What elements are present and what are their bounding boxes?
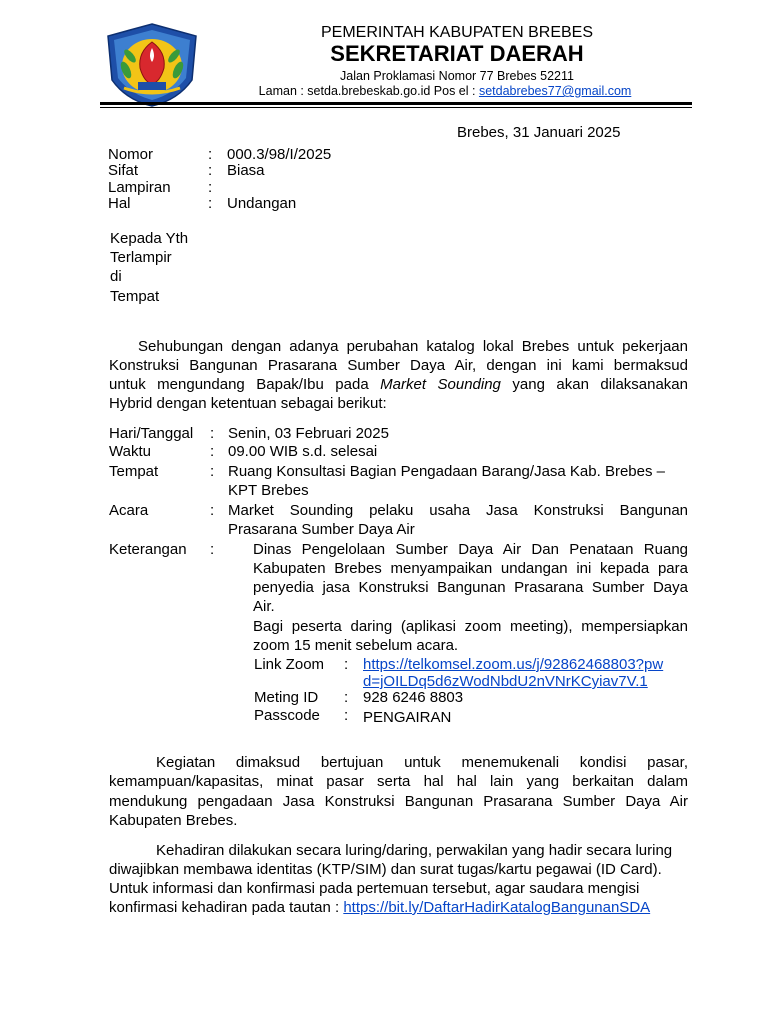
zoom-meeting-id: 928 6246 8803 — [363, 689, 464, 706]
detail-acara-label: Acara — [109, 502, 149, 519]
detail-waktu-label: Waktu — [109, 443, 151, 460]
addressee-line: Tempat — [110, 288, 160, 305]
para2-line: Kabupaten Brebes. — [109, 812, 238, 829]
detail-tempat-line-1: Ruang Konsultasi Bagian Pengadaan Barang/Jasa Kab. Brebes – — [228, 463, 665, 480]
keterangan-line-wrap — [253, 578, 688, 597]
meta-hal-label: Hal — [108, 195, 131, 212]
zoom-sep: : — [344, 656, 349, 673]
keterangan-line-wrap — [253, 559, 688, 578]
meta-hal-value: Undangan — [227, 195, 297, 212]
intro-market-sounding: Market Sounding — [380, 376, 501, 393]
detail-sep: : — [210, 425, 215, 442]
zoom-link-line-1[interactable]: https://telkomsel.zoom.us/j/92862468803?pw — [363, 656, 664, 673]
keterangan-line: Bagi peserta daring (aplikasi zoom meeting), mempersiapkan — [253, 618, 688, 635]
meta-hal-sep: : — [208, 195, 213, 212]
letterhead-contacts — [200, 84, 690, 98]
para3-line: diwajibkan membawa identitas (KTP/SIM) dan surat tugas/kartu pegawai (ID Card). — [109, 861, 662, 878]
para3-line: Kehadiran dilakukan secara luring/daring, perwakilan yang hadir secara luring — [156, 842, 673, 859]
intro-line-2: Konstruksi Bangunan Prasarana Sumber Daya Air, dengan ini kami bermaksud — [109, 357, 688, 374]
detail-sep: : — [210, 541, 215, 558]
intro-line-3-pre: untuk mengundang Bapak/Ibu pada — [109, 376, 381, 393]
intro-line — [109, 356, 688, 375]
detail-hari-label: Hari/Tanggal — [109, 425, 194, 442]
zoom-link-label: Link Zoom — [254, 656, 325, 673]
meta-nomor-sep: : — [208, 146, 213, 163]
detail-acara-line-1: Market Sounding pelaku usaha Jasa Konstruksi Bangunan — [228, 502, 688, 519]
letterhead-government: PEMERINTAH KABUPATEN BREBES — [320, 24, 594, 41]
detail-hari-value: Senin, 03 Februari 2025 — [228, 425, 389, 442]
keterangan-line-wrap — [253, 617, 688, 636]
intro-line — [109, 375, 688, 394]
detail-acara-line-1-wrap — [228, 501, 688, 520]
zoom-passcode: PENGAIRAN — [363, 709, 452, 726]
zoom-sep: : — [344, 707, 349, 724]
meta-sifat-sep: : — [208, 162, 213, 179]
letterhead-office: SEKRETARIAT DAERAH — [330, 41, 584, 66]
zoom-passcode-label: Passcode — [254, 707, 320, 724]
letterhead-rule-thin — [100, 107, 692, 108]
detail-tempat-label: Tempat — [109, 463, 159, 480]
intro-line — [138, 337, 688, 356]
meta-sifat-label: Sifat — [108, 162, 139, 179]
addressee-line: Kepada Yth — [110, 230, 189, 247]
para2-line-wrap — [109, 772, 688, 791]
para3-last-prefix: konfirmasi kehadiran pada tautan : — [109, 899, 344, 916]
detail-keterangan-label: Keterangan — [109, 541, 187, 558]
intro-line-1: Sehubungan dengan adanya perubahan katalog lokal Brebes untuk pekerjaan — [138, 338, 688, 355]
meta-nomor-value: 000.3/98/I/2025 — [227, 146, 332, 163]
para2-line: kemampuan/kapasitas, minat pasar serta hal hal lain yang berkaitan dalam — [109, 773, 688, 790]
addressee-line: Terlampir — [110, 249, 172, 266]
keterangan-line: penyedia jasa Konstruksi Bangunan Prasarana Sumber Daya — [253, 579, 688, 596]
intro-line-4: Hybrid dengan ketentuan sebagai berikut: — [109, 395, 387, 412]
detail-sep: : — [210, 443, 215, 460]
attendance-form-link[interactable]: https://bit.ly/DaftarHadirKatalogBangunanSDA — [343, 899, 651, 916]
letterhead-site: Laman : setda.brebeskab.go.id Pos el : — [258, 84, 479, 98]
zoom-link-line-2[interactable]: d=jOILDq5d6zWodNbdU2nVNrKCyiav7V.1 — [363, 673, 648, 690]
letterhead-email-link[interactable]: setdabrebes77@gmail.com — [478, 84, 632, 98]
meta-nomor-label: Nomor — [108, 146, 154, 163]
letterhead-rule-thick — [100, 102, 692, 105]
intro-line-3-post: yang akan dilaksanakan — [500, 376, 688, 393]
detail-waktu-value: 09.00 WIB s.d. selesai — [228, 443, 378, 460]
zoom-sep: : — [344, 689, 349, 706]
keterangan-line: zoom 15 menit sebelum acara. — [253, 637, 459, 654]
addressee-line: di — [110, 268, 122, 285]
keterangan-line: Kabupaten Brebes menyampaikan undangan ini kepada para — [253, 560, 688, 577]
para2-line: mendukung pengadaan Jasa Konstruksi Bangunan Prasarana Sumber Daya Air — [109, 793, 688, 810]
meta-lampiran-label: Lampiran — [108, 179, 171, 196]
keterangan-line-wrap — [253, 540, 688, 559]
keterangan-line: Air. — [253, 598, 275, 615]
detail-tempat-line-2: KPT Brebes — [228, 482, 309, 499]
para2-line-wrap — [109, 792, 688, 811]
detail-sep: : — [210, 502, 215, 519]
para2-line-wrap — [156, 753, 688, 772]
meta-sifat-value: Biasa — [227, 162, 265, 179]
letterhead-address: Jalan Proklamasi Nomor 77 Brebes 52211 — [340, 69, 574, 83]
regency-emblem-logo — [104, 22, 200, 108]
meta-lampiran-sep: : — [208, 179, 213, 196]
keterangan-line: Dinas Pengelolaan Sumber Daya Air Dan Penataan Ruang — [253, 541, 688, 558]
para2-line: Kegiatan dimaksud bertujuan untuk menemukenali kondisi pasar, — [156, 754, 688, 771]
intro-line-3 — [109, 375, 688, 394]
para3-line: Untuk informasi dan konfirmasi pada pertemuan tersebut, agar saudara mengisi — [109, 880, 640, 897]
zoom-meeting-label: Meting ID — [254, 689, 319, 706]
detail-sep: : — [210, 463, 215, 480]
letter-date: Brebes, 31 Januari 2025 — [457, 124, 621, 141]
detail-acara-line-2: Prasarana Sumber Daya Air — [228, 521, 415, 538]
para3-last-line — [109, 898, 650, 917]
